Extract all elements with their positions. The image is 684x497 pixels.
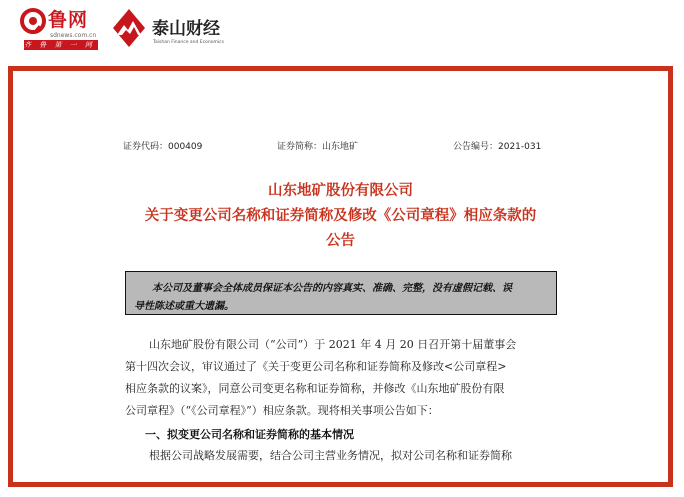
site-header — [0, 0, 684, 62]
luwang-logo[interactable] — [20, 8, 111, 52]
taishan-subtitle: Taishan Finance and Economics — [153, 40, 224, 45]
taishan-finance-logo[interactable] — [112, 8, 232, 52]
notice-line: 导性陈述或重大遗漏。 — [134, 301, 234, 312]
doc-title-line: 关于变更公司名称和证券简称及修改《公司章程》相应条款的 — [144, 208, 537, 224]
taishan-mountain-icon — [112, 8, 146, 48]
announcement-number: 公告编号：2021-031 — [453, 142, 542, 152]
security-code: 证券代码：000409 — [123, 142, 203, 152]
section-heading: 一、拟变更公司名称和证券简称的基本情况 — [145, 428, 354, 441]
section-body-line: 根据公司战略发展需要，结合公司主营业务情况，拟对公司名称和证券简称 — [149, 449, 512, 462]
doc-title-line: 公告 — [326, 233, 355, 249]
luwang-slogan: 齐 鲁 第 一 网 站 — [24, 41, 111, 49]
document-frame — [8, 66, 673, 487]
doc-title-line: 山东地矿股份有限公司 — [268, 183, 413, 199]
luwang-name: 鲁网 — [48, 9, 89, 31]
board-guarantee-notice — [125, 271, 557, 315]
luwang-logo-icon — [20, 8, 46, 34]
body-paragraph-line: 山东地矿股份有限公司（“公司”）于 2021 年 4 月 20 日召开第十届董事会 — [149, 338, 517, 351]
body-paragraph-line: 第十四次会议，审议通过了《关于变更公司名称和证券简称及修改<公司章程> — [125, 360, 507, 373]
notice-line: 本公司及董事会全体成员保证本公告的内容真实、准确、完整，没有虚假记载、误 — [152, 283, 512, 294]
luwang-domain: sdnews.com.cn — [50, 32, 97, 39]
taishan-name: 泰山财经 — [152, 19, 220, 39]
body-paragraph-line: 相应条款的议案》，同意公司变更名称和证券简称，并修改《山东地矿股份有限 — [125, 382, 505, 395]
announcement-document — [13, 71, 668, 482]
security-abbreviation: 证券简称：山东地矿 — [277, 142, 359, 152]
body-paragraph-line: 公司章程》（“《公司章程》”）相应条款。现将相关事项公告如下： — [125, 404, 439, 417]
